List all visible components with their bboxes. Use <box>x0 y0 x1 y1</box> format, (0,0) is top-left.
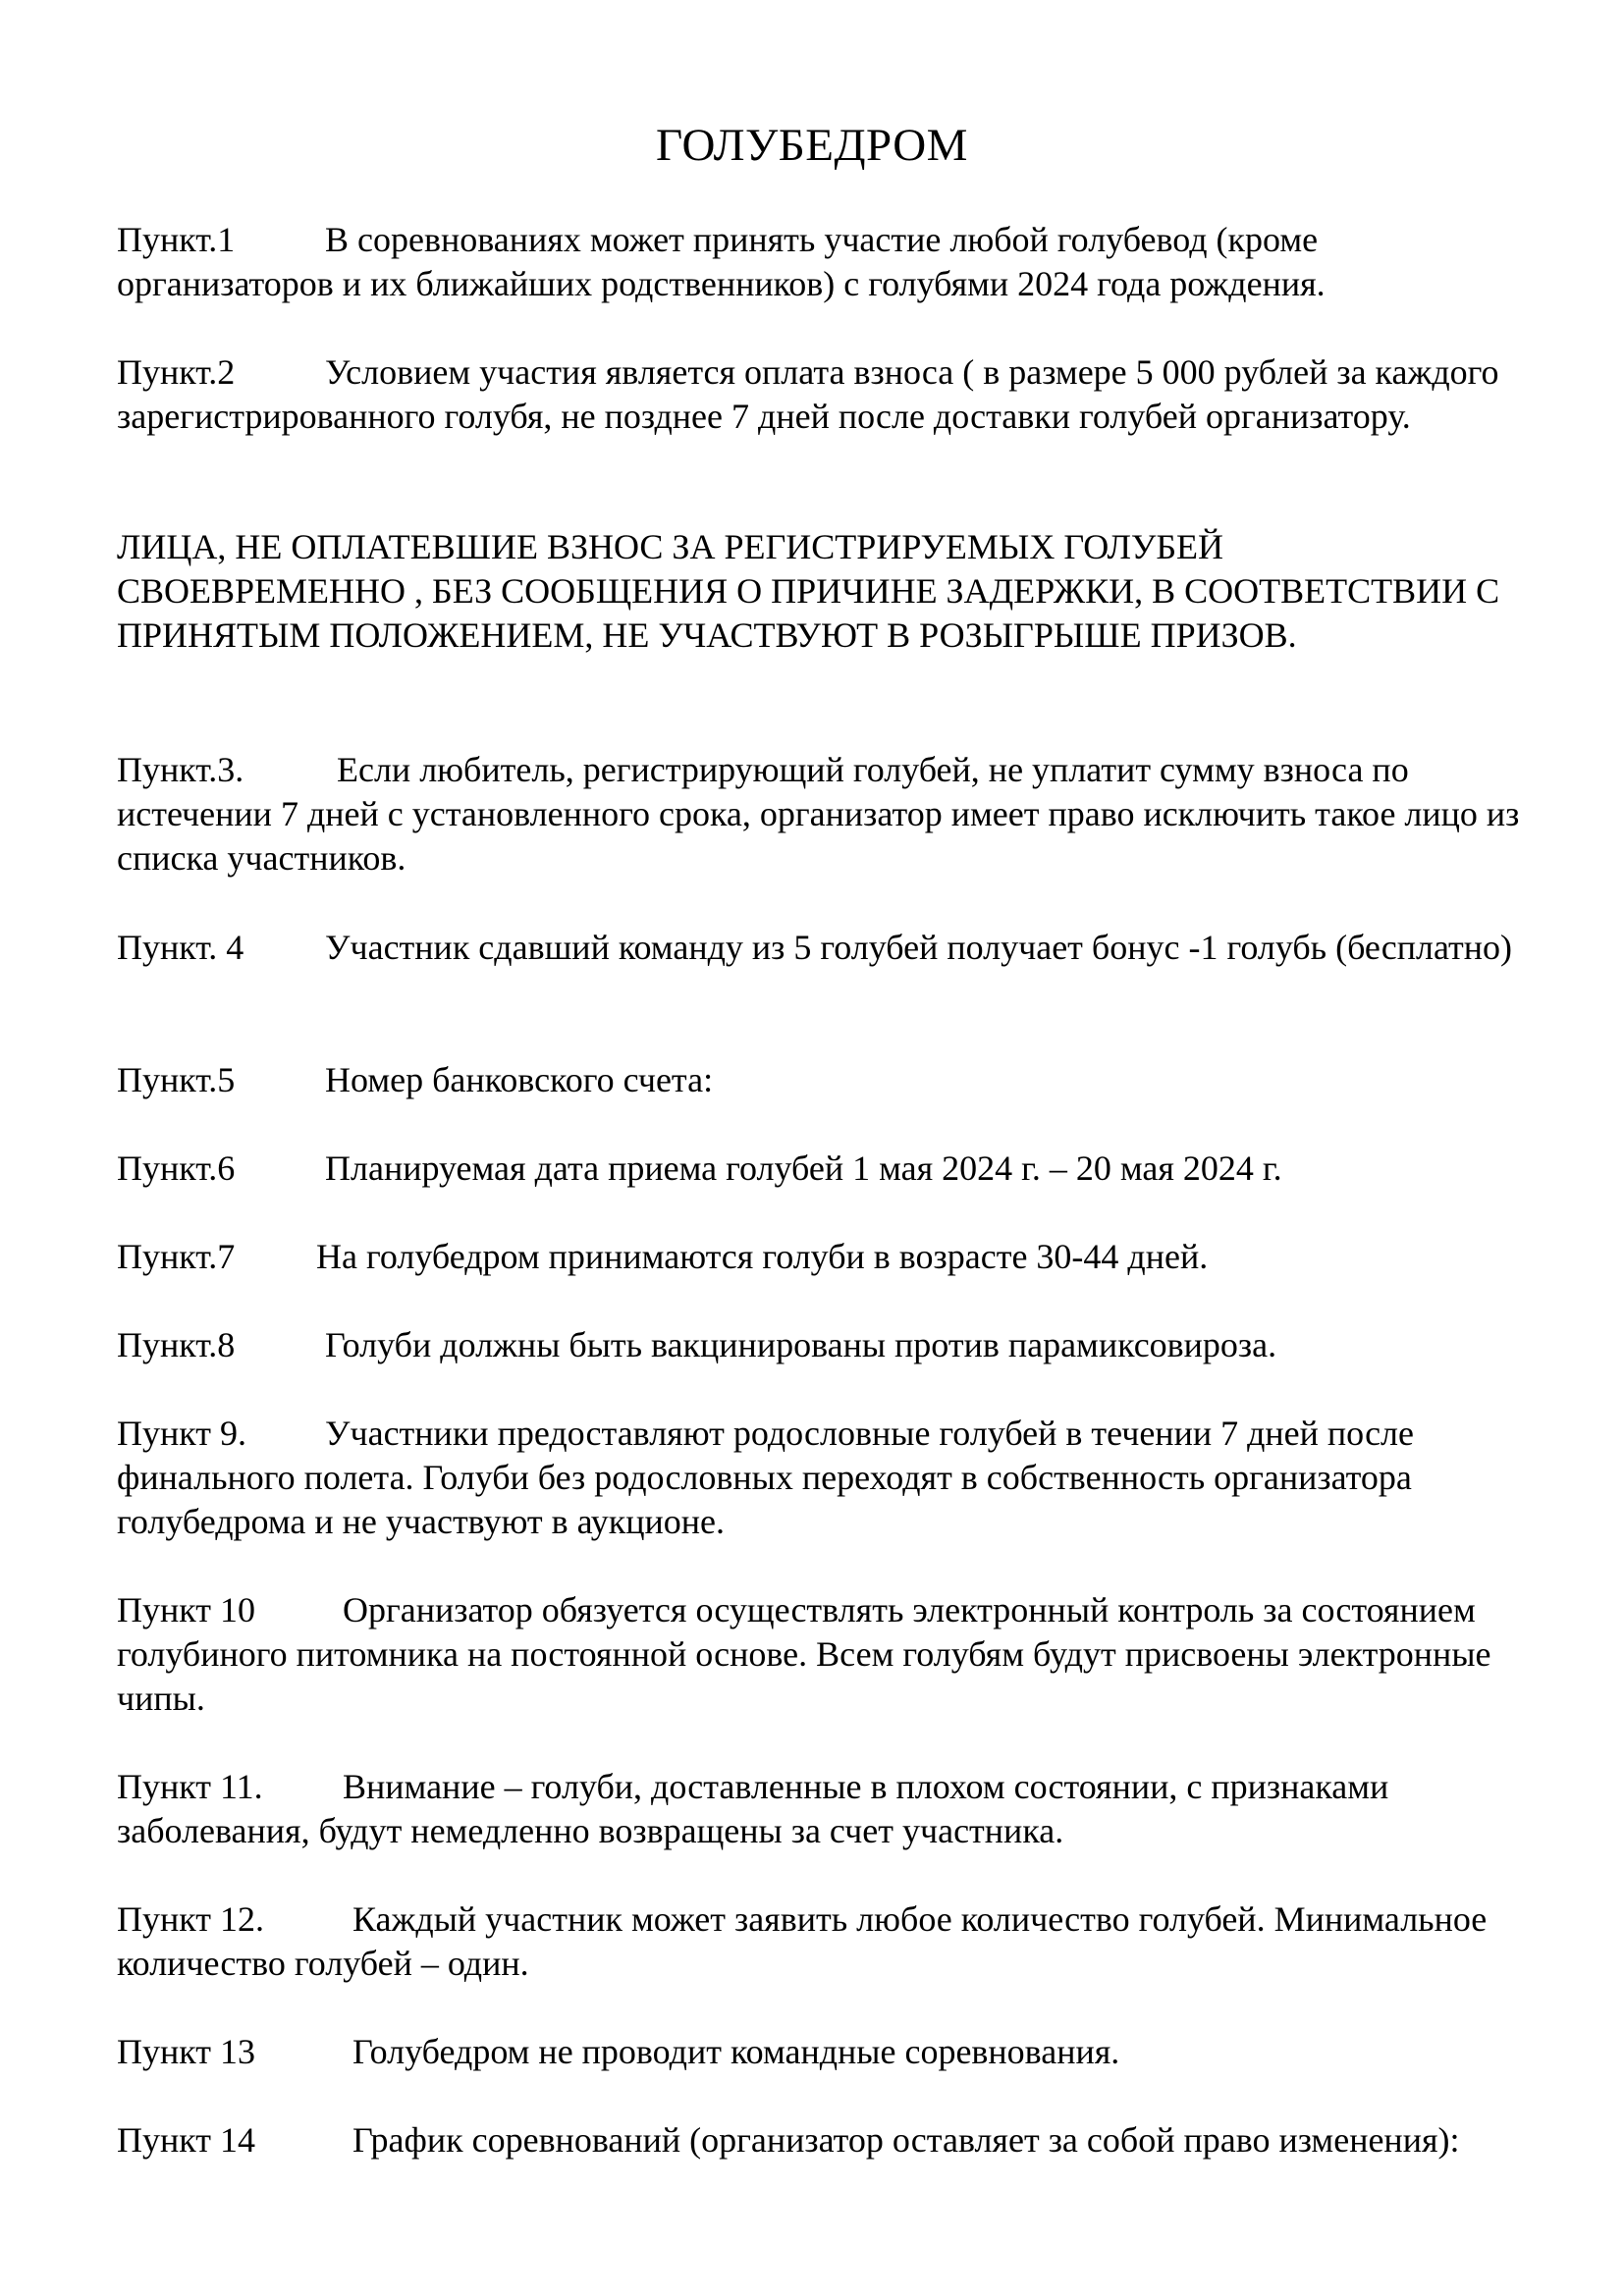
paragraph-13 <box>117 2030 1521 2074</box>
paragraph-1 <box>117 218 1521 306</box>
paragraph-2-text: Условием участия является оплата взноса ( в размере 5 000 рублей за каждого зарегистрированного голубя, не позднее 7 дней после доставки голубей организатору. <box>117 352 1499 436</box>
paragraph-6-text: Планируемая дата приема голубей 1 мая 2024 г. – 20 мая 2024 г. <box>325 1148 1282 1188</box>
paragraph-11-text: Внимание – голуби, доставленные в плохом состоянии, с признаками заболевания, будут немедленно возвращены за счет участника. <box>117 1767 1389 1850</box>
paragraph-8 <box>117 1323 1521 1367</box>
paragraph-14 <box>117 2118 1521 2163</box>
paragraph-12-number: Пункт 12. <box>117 1899 265 1939</box>
paragraph-7 <box>117 1235 1521 1279</box>
paragraph-4-text: Участник сдавший команду из 5 голубей получает бонус -1 голубь (бесплатно) <box>325 928 1513 967</box>
paragraph-6 <box>117 1147 1521 1191</box>
paragraph-10-text: Организатор обязуется осуществлять электронный контроль за состоянием голубиного питомника на постоянной основе. Всем голубям будут присвоены электронные чипы. <box>117 1590 1491 1718</box>
paragraph-5-text: Номер банковского счета: <box>325 1060 714 1099</box>
paragraph-3-number: Пункт.3. <box>117 750 244 789</box>
paragraph-5 <box>117 1058 1521 1102</box>
paragraph-6-number: Пункт.6 <box>117 1148 236 1188</box>
paragraph-1-number: Пункт.1 <box>117 220 236 259</box>
paragraph-14-number: Пункт 14 <box>117 2120 256 2160</box>
paragraph-14-text: График соревнований (организатор оставляет за собой право изменения): <box>352 2120 1460 2160</box>
paragraph-3 <box>117 748 1521 881</box>
paragraph-12-text: Каждый участник может заявить любое количество голубей. Минимальное количество голубей – один. <box>117 1899 1488 1983</box>
paragraph-4 <box>117 926 1521 970</box>
notice-text: ЛИЦА, НЕ ОПЛАТЕВШИЕ ВЗНОС ЗА РЕГИСТРИРУЕМЫХ ГОЛУБЕЙ СВОЕВРЕМЕННО , БЕЗ СООБЩЕНИЯ О ПРИЧИНЕ ЗАДЕРЖКИ, В СООТВЕТСТВИИ С ПРИНЯТЫМ ПОЛОЖЕНИЕМ, НЕ УЧАСТВУЮТ В РОЗЫГРЫШЕ ПРИЗОВ. <box>117 527 1500 655</box>
paragraph-13-text: Голубедром не проводит командные соревнования. <box>352 2032 1120 2071</box>
paragraph-3-text: Если любитель, регистрирующий голубей, не уплатит сумму взноса по истечении 7 дней с установленного срока, организатор имеет право исключить такое лицо из списка участников. <box>117 750 1520 878</box>
paragraph-11 <box>117 1765 1521 1853</box>
paragraph-2-number: Пункт.2 <box>117 352 236 392</box>
paragraph-12 <box>117 1897 1521 1986</box>
paragraph-7-text: На голубедром принимаются голуби в возрасте 30-44 дней. <box>316 1237 1209 1276</box>
paragraph-10-number: Пункт 10 <box>117 1590 256 1629</box>
paragraph-9-text: Участники предоставляют родословные голубей в течении 7 дней после финального полета. Голуби без родословных переходят в собственность организатора голубедрома и не участвуют в аукционе. <box>117 1414 1415 1541</box>
paragraph-13-number: Пункт 13 <box>117 2032 256 2071</box>
document-title: ГОЛУБЕДРОМ <box>656 120 968 171</box>
paragraph-11-number: Пункт 11. <box>117 1767 263 1806</box>
paragraph-5-number: Пункт.5 <box>117 1060 236 1099</box>
paragraph-9-number: Пункт 9. <box>117 1414 247 1453</box>
paragraph-10 <box>117 1588 1521 1721</box>
paragraph-9 <box>117 1412 1521 1544</box>
notice-paragraph <box>117 525 1521 658</box>
paragraph-8-text: Голуби должны быть вакцинированы против парамиксовироза. <box>325 1325 1277 1364</box>
paragraph-2 <box>117 350 1521 439</box>
paragraph-8-number: Пункт.8 <box>117 1325 236 1364</box>
paragraph-4-number: Пункт. 4 <box>117 928 244 967</box>
paragraph-1-text: В соревнованиях может принять участие любой голубевод (кроме организаторов и их ближайших родственников) с голубями 2024 года рождения. <box>117 220 1326 303</box>
paragraph-7-number: Пункт.7 <box>117 1237 236 1276</box>
